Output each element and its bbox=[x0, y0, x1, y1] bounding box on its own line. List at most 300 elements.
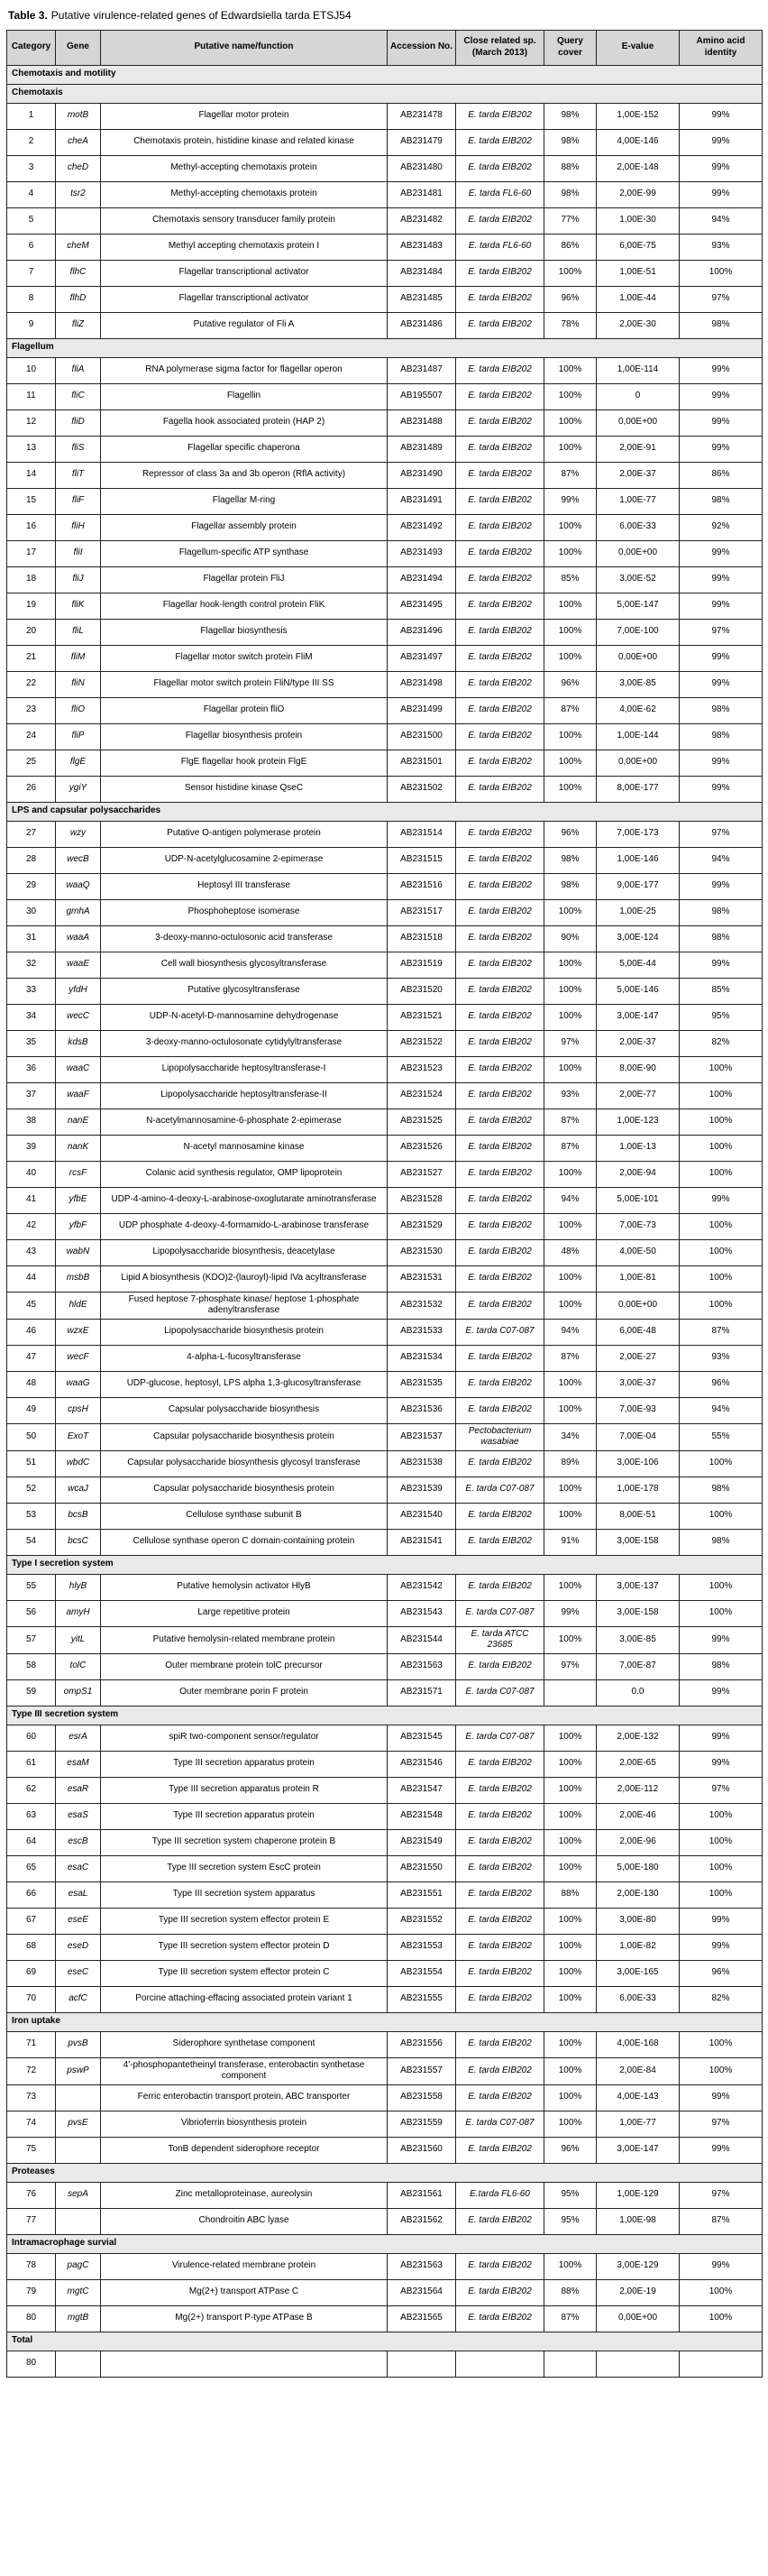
cell-category: 36 bbox=[7, 1056, 56, 1082]
cell-function: Type III secretion system effector protein D bbox=[101, 1934, 388, 1960]
cell-evalue: 1,00E-44 bbox=[597, 286, 680, 312]
cell-amino-identity: 98% bbox=[680, 697, 763, 723]
cell-accession: AB231563 bbox=[388, 1653, 456, 1679]
cell-amino-identity: 100% bbox=[680, 1503, 763, 1529]
cell-amino-identity: 100% bbox=[680, 1239, 763, 1265]
cell-amino-identity: 100% bbox=[680, 1574, 763, 1600]
cell-gene: fliM bbox=[56, 645, 101, 671]
cell-accession: AB231529 bbox=[388, 1213, 456, 1239]
cell-category: 49 bbox=[7, 1397, 56, 1423]
cell-function: UDP-glucose, heptosyl, LPS alpha 1,3-glucosyltransferase bbox=[101, 1371, 388, 1397]
cell-gene: waaA bbox=[56, 925, 101, 952]
table-row bbox=[7, 1187, 763, 1213]
cell-category: 7 bbox=[7, 260, 56, 286]
cell-category: 75 bbox=[7, 2137, 56, 2163]
cell-function: Fagella hook associated protein (HAP 2) bbox=[101, 409, 388, 436]
cell-query-cover: 88% bbox=[544, 1881, 597, 1908]
table-row bbox=[7, 2111, 763, 2137]
cell-function: Flagellar specific chaperona bbox=[101, 436, 388, 462]
cell-function: Mg(2+) transport P-type ATPase B bbox=[101, 2305, 388, 2332]
cell-category: 37 bbox=[7, 1082, 56, 1109]
cell-query-cover: 87% bbox=[544, 2305, 597, 2332]
cell-query-cover: 100% bbox=[544, 1574, 597, 1600]
cell-amino-identity: 99% bbox=[680, 671, 763, 697]
table-row bbox=[7, 952, 763, 978]
table-row bbox=[7, 1803, 763, 1829]
cell-amino-identity: 99% bbox=[680, 436, 763, 462]
cell-gene: ygiY bbox=[56, 776, 101, 802]
cell-amino-identity: 99% bbox=[680, 750, 763, 776]
cell-category: 76 bbox=[7, 2182, 56, 2208]
section-title: Type III secretion system bbox=[7, 1706, 763, 1725]
cell-accession: AB231559 bbox=[388, 2111, 456, 2137]
cell-category: 48 bbox=[7, 1371, 56, 1397]
cell-accession: AB231555 bbox=[388, 1986, 456, 2012]
cell-function: Siderophore synthetase component bbox=[101, 2031, 388, 2057]
cell-evalue: 2,00E-65 bbox=[597, 1751, 680, 1777]
cell-amino-identity: 100% bbox=[680, 2305, 763, 2332]
cell-category: 26 bbox=[7, 776, 56, 802]
cell-amino-identity: 86% bbox=[680, 462, 763, 488]
cell-function: Zinc metalloproteinase, aureolysin bbox=[101, 2182, 388, 2208]
cell-amino-identity: 98% bbox=[680, 1529, 763, 1555]
cell-evalue: 5,00E-44 bbox=[597, 952, 680, 978]
cell-query-cover: 100% bbox=[544, 1960, 597, 1986]
cell-category: 62 bbox=[7, 1777, 56, 1803]
cell-related-species: E. tarda ATCC 23685 bbox=[456, 1626, 544, 1653]
cell-evalue: 2,00E-30 bbox=[597, 312, 680, 338]
cell-amino-identity: 99% bbox=[680, 357, 763, 383]
cell-evalue: 6,00E-48 bbox=[597, 1319, 680, 1345]
table-row bbox=[7, 1345, 763, 1371]
section-row bbox=[7, 338, 763, 357]
cell-accession: AB231531 bbox=[388, 1265, 456, 1292]
cell-related-species: E. tarda EIB202 bbox=[456, 1397, 544, 1423]
cell-amino-identity: 94% bbox=[680, 847, 763, 873]
table-row bbox=[7, 873, 763, 899]
cell-gene: waaC bbox=[56, 1056, 101, 1082]
cell-amino-identity: 99% bbox=[680, 593, 763, 619]
cell-query-cover: 100% bbox=[544, 1161, 597, 1187]
cell-amino-identity: 92% bbox=[680, 514, 763, 540]
table-row bbox=[7, 1881, 763, 1908]
cell-evalue: 2,00E-112 bbox=[597, 1777, 680, 1803]
cell-function: Flagellar hook-length control protein FliK bbox=[101, 593, 388, 619]
cell-amino-identity: 99% bbox=[680, 1934, 763, 1960]
table-row bbox=[7, 645, 763, 671]
cell-related-species: E. tarda EIB202 bbox=[456, 566, 544, 593]
cell-evalue: 2,00E-132 bbox=[597, 1725, 680, 1751]
column-header-amino-identity: Amino acid identity bbox=[680, 30, 763, 65]
cell-related-species: E. tarda EIB202 bbox=[456, 1503, 544, 1529]
cell-query-cover: 98% bbox=[544, 103, 597, 129]
cell-evalue: 2,00E-37 bbox=[597, 1030, 680, 1056]
cell-category: 55 bbox=[7, 1574, 56, 1600]
cell-query-cover: 91% bbox=[544, 1529, 597, 1555]
cell-function: spiR two-component sensor/regulator bbox=[101, 1725, 388, 1751]
cell-function: Putative hemolysin activator HlyB bbox=[101, 1574, 388, 1600]
cell-evalue: 1,00E-123 bbox=[597, 1109, 680, 1135]
cell-amino-identity: 87% bbox=[680, 2208, 763, 2234]
cell-gene: waaF bbox=[56, 1082, 101, 1109]
cell-category: 80 bbox=[7, 2305, 56, 2332]
table-row bbox=[7, 1319, 763, 1345]
cell-function: Repressor of class 3a and 3b operon (RflA activity) bbox=[101, 462, 388, 488]
cell-accession: AB231557 bbox=[388, 2057, 456, 2084]
cell-related-species: E. tarda EIB202 bbox=[456, 1135, 544, 1161]
cell-related-species: E. tarda EIB202 bbox=[456, 514, 544, 540]
cell-query-cover: 78% bbox=[544, 312, 597, 338]
cell-evalue: 5,00E-101 bbox=[597, 1187, 680, 1213]
cell-gene: yfbF bbox=[56, 1213, 101, 1239]
cell-gene: fliJ bbox=[56, 566, 101, 593]
cell-related-species: E. tarda EIB202 bbox=[456, 2208, 544, 2234]
cell-accession: AB231549 bbox=[388, 1829, 456, 1855]
cell-function: Capsular polysaccharide biosynthesis bbox=[101, 1397, 388, 1423]
column-header-related-species: Close related sp. (March 2013) bbox=[456, 30, 544, 65]
cell-gene: esrA bbox=[56, 1725, 101, 1751]
cell-query-cover: 94% bbox=[544, 1319, 597, 1345]
cell-category: 52 bbox=[7, 1477, 56, 1503]
section-row bbox=[7, 2163, 763, 2182]
cell-related-species: E. tarda EIB202 bbox=[456, 1881, 544, 1908]
cell-function: 3-deoxy-manno-octulosonic acid transferase bbox=[101, 925, 388, 952]
cell-related-species: E. tarda EIB202 bbox=[456, 436, 544, 462]
column-header-query-cover: Query cover bbox=[544, 30, 597, 65]
cell-query-cover: 95% bbox=[544, 2208, 597, 2234]
cell-function: TonB dependent siderophore receptor bbox=[101, 2137, 388, 2163]
table-row bbox=[7, 129, 763, 155]
cell-category: 10 bbox=[7, 357, 56, 383]
cell-function: Ferric enterobactin transport protein, ABC transporter bbox=[101, 2084, 388, 2111]
table-row bbox=[7, 1725, 763, 1751]
table-row bbox=[7, 260, 763, 286]
cell-gene: fliI bbox=[56, 540, 101, 566]
cell-accession: AB231481 bbox=[388, 181, 456, 207]
cell-gene: eseC bbox=[56, 1960, 101, 1986]
cell-amino-identity: 97% bbox=[680, 619, 763, 645]
cell-related-species: E. tarda EIB202 bbox=[456, 671, 544, 697]
cell-gene: wzy bbox=[56, 821, 101, 847]
cell-accession: AB231516 bbox=[388, 873, 456, 899]
cell-category: 33 bbox=[7, 978, 56, 1004]
cell-accession: AB231571 bbox=[388, 1679, 456, 1706]
cell-accession: AB231534 bbox=[388, 1345, 456, 1371]
cell-related-species: E. tarda EIB202 bbox=[456, 1109, 544, 1135]
cell-function: Flagellar motor switch protein FliN/type III SS bbox=[101, 671, 388, 697]
cell-category: 30 bbox=[7, 899, 56, 925]
cell-function: Chondroitin ABC lyase bbox=[101, 2208, 388, 2234]
table-row bbox=[7, 409, 763, 436]
cell-query-cover: 100% bbox=[544, 593, 597, 619]
table-row bbox=[7, 1777, 763, 1803]
cell-gene: amyH bbox=[56, 1600, 101, 1626]
cell-accession: AB231478 bbox=[388, 103, 456, 129]
cell-gene: eseE bbox=[56, 1908, 101, 1934]
cell-evalue: 4,00E-62 bbox=[597, 697, 680, 723]
cell-evalue: 3,00E-52 bbox=[597, 566, 680, 593]
table-row bbox=[7, 357, 763, 383]
cell-function: Type III secretion system effector protein E bbox=[101, 1908, 388, 1934]
cell-related-species: E. tarda EIB202 bbox=[456, 1574, 544, 1600]
column-header-gene: Gene bbox=[56, 30, 101, 65]
cell-query-cover: 100% bbox=[544, 1934, 597, 1960]
cell-related-species: E. tarda C07-087 bbox=[456, 2111, 544, 2137]
cell-category: 8 bbox=[7, 286, 56, 312]
table-row bbox=[7, 619, 763, 645]
cell-related-species: E. tarda EIB202 bbox=[456, 1239, 544, 1265]
cell-function: Lipopolysaccharide heptosyltransferase-II bbox=[101, 1082, 388, 1109]
cell-accession: AB231482 bbox=[388, 207, 456, 234]
cell-gene: rcsF bbox=[56, 1161, 101, 1187]
cell-evalue bbox=[597, 2351, 680, 2377]
cell-evalue: 6,00E-33 bbox=[597, 1986, 680, 2012]
cell-query-cover: 100% bbox=[544, 1292, 597, 1319]
cell-query-cover: 100% bbox=[544, 619, 597, 645]
section-title: Type I secretion system bbox=[7, 1555, 763, 1574]
cell-query-cover: 87% bbox=[544, 1345, 597, 1371]
cell-related-species: E. tarda EIB202 bbox=[456, 2137, 544, 2163]
cell-gene: eseD bbox=[56, 1934, 101, 1960]
cell-amino-identity: 100% bbox=[680, 1265, 763, 1292]
cell-query-cover: 100% bbox=[544, 750, 597, 776]
cell-related-species: E. tarda C07-087 bbox=[456, 1319, 544, 1345]
table-row bbox=[7, 1161, 763, 1187]
cell-evalue: 3,00E-147 bbox=[597, 2137, 680, 2163]
table-row bbox=[7, 1450, 763, 1477]
cell-gene: fliF bbox=[56, 488, 101, 514]
cell-related-species: E. tarda EIB202 bbox=[456, 821, 544, 847]
cell-related-species: E. tarda EIB202 bbox=[456, 462, 544, 488]
cell-evalue: 7,00E-04 bbox=[597, 1423, 680, 1450]
cell-evalue: 2,00E-46 bbox=[597, 1803, 680, 1829]
cell-category: 50 bbox=[7, 1423, 56, 1450]
cell-category: 34 bbox=[7, 1004, 56, 1030]
cell-amino-identity: 55% bbox=[680, 1423, 763, 1450]
section-title: Total bbox=[7, 2332, 763, 2351]
table-row bbox=[7, 1855, 763, 1881]
section-row bbox=[7, 84, 763, 103]
cell-related-species: E. tarda EIB202 bbox=[456, 1292, 544, 1319]
cell-gene: gmhA bbox=[56, 899, 101, 925]
cell-amino-identity: 99% bbox=[680, 566, 763, 593]
cell-related-species: E. tarda EIB202 bbox=[456, 593, 544, 619]
cell-evalue: 8,00E-177 bbox=[597, 776, 680, 802]
cell-query-cover: 100% bbox=[544, 1265, 597, 1292]
cell-accession: AB231490 bbox=[388, 462, 456, 488]
cell-related-species: E. tarda C07-087 bbox=[456, 1477, 544, 1503]
table-row bbox=[7, 2253, 763, 2279]
cell-function: UDP-4-amino-4-deoxy-L-arabinose-oxoglutarate aminotransferase bbox=[101, 1187, 388, 1213]
cell-query-cover: 100% bbox=[544, 1004, 597, 1030]
cell-accession: AB231522 bbox=[388, 1030, 456, 1056]
cell-category: 11 bbox=[7, 383, 56, 409]
cell-accession: AB231500 bbox=[388, 723, 456, 750]
cell-related-species: E. tarda EIB202 bbox=[456, 723, 544, 750]
cell-function: UDP-N-acetylglucosamine 2-epimerase bbox=[101, 847, 388, 873]
cell-evalue: 3,00E-147 bbox=[597, 1004, 680, 1030]
cell-accession: AB231491 bbox=[388, 488, 456, 514]
cell-evalue: 2,00E-99 bbox=[597, 181, 680, 207]
cell-accession: AB231535 bbox=[388, 1371, 456, 1397]
table-row bbox=[7, 723, 763, 750]
cell-evalue: 3,00E-137 bbox=[597, 1574, 680, 1600]
cell-gene: pagC bbox=[56, 2253, 101, 2279]
cell-accession: AB231547 bbox=[388, 1777, 456, 1803]
cell-category: 21 bbox=[7, 645, 56, 671]
section-title: Chemotaxis and motility bbox=[7, 65, 763, 84]
cell-related-species: E. tarda EIB202 bbox=[456, 1751, 544, 1777]
cell-evalue: 3,00E-158 bbox=[597, 1600, 680, 1626]
cell-evalue: 1,00E-114 bbox=[597, 357, 680, 383]
cell-function: 4'-phosphopantetheinyl transferase, enterobactin synthetase component bbox=[101, 2057, 388, 2084]
cell-function: Flagellar motor protein bbox=[101, 103, 388, 129]
cell-category: 28 bbox=[7, 847, 56, 873]
section-title: Iron uptake bbox=[7, 2012, 763, 2031]
cell-query-cover: 48% bbox=[544, 1239, 597, 1265]
cell-related-species: E. tarda EIB202 bbox=[456, 1908, 544, 1934]
cell-category: 1 bbox=[7, 103, 56, 129]
cell-query-cover: 100% bbox=[544, 1626, 597, 1653]
cell-gene: fliO bbox=[56, 697, 101, 723]
cell-query-cover: 100% bbox=[544, 2111, 597, 2137]
cell-amino-identity: 98% bbox=[680, 312, 763, 338]
cell-evalue: 2,00E-148 bbox=[597, 155, 680, 181]
cell-category: 54 bbox=[7, 1529, 56, 1555]
cell-function: Chemotaxis protein, histidine kinase and related kinase bbox=[101, 129, 388, 155]
cell-related-species: E. tarda EIB202 bbox=[456, 873, 544, 899]
cell-function: N-acetyl mannosamine kinase bbox=[101, 1135, 388, 1161]
cell-amino-identity: 100% bbox=[680, 1135, 763, 1161]
cell-gene: cheA bbox=[56, 129, 101, 155]
cell-category: 58 bbox=[7, 1653, 56, 1679]
cell-query-cover: 100% bbox=[544, 1751, 597, 1777]
cell-gene: fliL bbox=[56, 619, 101, 645]
cell-related-species: E. tarda EIB202 bbox=[456, 1004, 544, 1030]
cell-function: Cellulose synthase operon C domain-containing protein bbox=[101, 1529, 388, 1555]
table-row bbox=[7, 671, 763, 697]
cell-amino-identity: 100% bbox=[680, 1109, 763, 1135]
cell-function: Outer membrane protein tolC precursor bbox=[101, 1653, 388, 1679]
cell-related-species: E.tarda FL6-60 bbox=[456, 2182, 544, 2208]
cell-accession: AB231520 bbox=[388, 978, 456, 1004]
cell-function: Lipopolysaccharide biosynthesis, deacetylase bbox=[101, 1239, 388, 1265]
header-row bbox=[7, 30, 763, 65]
cell-amino-identity: 97% bbox=[680, 821, 763, 847]
cell-gene: fliA bbox=[56, 357, 101, 383]
cell-amino-identity: 100% bbox=[680, 1829, 763, 1855]
cell-function: Type III secretion system effector protein C bbox=[101, 1960, 388, 1986]
cell-related-species: E. tarda EIB202 bbox=[456, 1187, 544, 1213]
cell-category: 45 bbox=[7, 1292, 56, 1319]
cell-category: 73 bbox=[7, 2084, 56, 2111]
cell-evalue: 0 bbox=[597, 383, 680, 409]
cell-function: Flagellar protein FliJ bbox=[101, 566, 388, 593]
cell-query-cover: 100% bbox=[544, 1397, 597, 1423]
cell-evalue: 2,00E-77 bbox=[597, 1082, 680, 1109]
cell-evalue: 3,00E-106 bbox=[597, 1450, 680, 1477]
cell-gene: wecB bbox=[56, 847, 101, 873]
cell-related-species: E. tarda EIB202 bbox=[456, 978, 544, 1004]
table-row bbox=[7, 1679, 763, 1706]
cell-gene bbox=[56, 2208, 101, 2234]
cell-category: 47 bbox=[7, 1345, 56, 1371]
cell-evalue: 2,00E-19 bbox=[597, 2279, 680, 2305]
table-row bbox=[7, 234, 763, 260]
cell-function: Virulence-related membrane protein bbox=[101, 2253, 388, 2279]
cell-accession: AB231480 bbox=[388, 155, 456, 181]
cell-category: 42 bbox=[7, 1213, 56, 1239]
table-row bbox=[7, 697, 763, 723]
cell-evalue: 1,00E-146 bbox=[597, 847, 680, 873]
table-title-label: Table 3. bbox=[8, 9, 48, 22]
cell-accession: AB231498 bbox=[388, 671, 456, 697]
cell-amino-identity: 100% bbox=[680, 2057, 763, 2084]
cell-category: 56 bbox=[7, 1600, 56, 1626]
cell-query-cover: 100% bbox=[544, 260, 597, 286]
cell-accession: AB231525 bbox=[388, 1109, 456, 1135]
section-row bbox=[7, 65, 763, 84]
table-row bbox=[7, 462, 763, 488]
cell-gene: pswP bbox=[56, 2057, 101, 2084]
cell-query-cover: 100% bbox=[544, 776, 597, 802]
cell-evalue: 1,00E-129 bbox=[597, 2182, 680, 2208]
cell-function: Flagellar transcriptional activator bbox=[101, 260, 388, 286]
cell-related-species: E. tarda EIB202 bbox=[456, 286, 544, 312]
cell-amino-identity: 97% bbox=[680, 286, 763, 312]
cell-function: Type III secretion system EscC protein bbox=[101, 1855, 388, 1881]
table-row bbox=[7, 899, 763, 925]
cell-function: Phosphoheptose isomerase bbox=[101, 899, 388, 925]
cell-related-species: E. tarda EIB202 bbox=[456, 1986, 544, 2012]
cell-related-species: E. tarda FL6-60 bbox=[456, 181, 544, 207]
cell-category: 25 bbox=[7, 750, 56, 776]
cell-related-species: E. tarda EIB202 bbox=[456, 645, 544, 671]
cell-related-species: E. tarda EIB202 bbox=[456, 2279, 544, 2305]
cell-query-cover: 90% bbox=[544, 925, 597, 952]
cell-related-species: E. tarda EIB202 bbox=[456, 1803, 544, 1829]
cell-related-species: E. tarda EIB202 bbox=[456, 2031, 544, 2057]
cell-category: 44 bbox=[7, 1265, 56, 1292]
cell-accession: AB231519 bbox=[388, 952, 456, 978]
cell-evalue: 1,00E-51 bbox=[597, 260, 680, 286]
cell-function: Porcine attaching-effacing associated protein variant 1 bbox=[101, 1986, 388, 2012]
cell-amino-identity: 98% bbox=[680, 723, 763, 750]
cell-related-species: E. tarda EIB202 bbox=[456, 697, 544, 723]
cell-amino-identity: 97% bbox=[680, 2182, 763, 2208]
cell-related-species: E. tarda EIB202 bbox=[456, 1082, 544, 1109]
cell-amino-identity: 100% bbox=[680, 1292, 763, 1319]
cell-related-species: E. tarda EIB202 bbox=[456, 409, 544, 436]
cell-gene: tolC bbox=[56, 1653, 101, 1679]
cell-query-cover: 97% bbox=[544, 1653, 597, 1679]
cell-query-cover: 100% bbox=[544, 1503, 597, 1529]
cell-evalue: 0,00E+00 bbox=[597, 409, 680, 436]
cell-amino-identity: 99% bbox=[680, 645, 763, 671]
section-title: Flagellum bbox=[7, 338, 763, 357]
cell-gene: escB bbox=[56, 1829, 101, 1855]
cell-function: N-acetylmannosamine-6-phosphate 2-epimerase bbox=[101, 1109, 388, 1135]
cell-gene: wecC bbox=[56, 1004, 101, 1030]
cell-accession: AB231558 bbox=[388, 2084, 456, 2111]
cell-amino-identity: 94% bbox=[680, 1397, 763, 1423]
cell-query-cover: 100% bbox=[544, 1056, 597, 1082]
table-row bbox=[7, 286, 763, 312]
cell-accession: AB231543 bbox=[388, 1600, 456, 1626]
cell-amino-identity: 99% bbox=[680, 776, 763, 802]
cell-category: 74 bbox=[7, 2111, 56, 2137]
cell-gene: kdsB bbox=[56, 1030, 101, 1056]
